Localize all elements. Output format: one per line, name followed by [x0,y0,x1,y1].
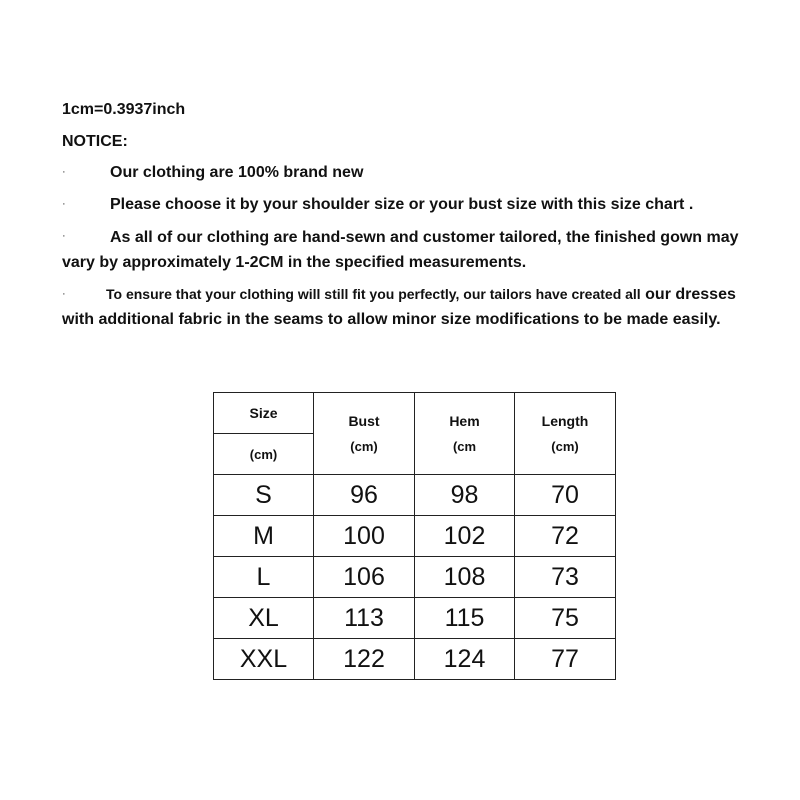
notice-text-rest: our dresses with additional fabric in the seams to allow minor size modifications to be made easily. [62,286,736,328]
cell-hem: 108 [415,557,515,598]
header-size-unit: (cm) [214,434,314,475]
table-header-row [214,393,616,434]
cell-length: 73 [515,557,616,598]
unit-conversion: 1cm=0.3937inch [62,101,186,118]
table-row [214,475,616,516]
header-length-label: Length [541,412,589,429]
cell-size: XL [214,598,314,639]
cell-bust: 113 [314,598,415,639]
cell-hem: 98 [415,475,515,516]
notice-text: Please choose it by your shoulder size or your bust size with this size chart . [110,196,694,213]
cell-hem: 102 [415,516,515,557]
size-chart-table [213,392,616,680]
cell-length: 75 [515,598,616,639]
cell-length: 70 [515,475,616,516]
header-length [515,393,616,475]
cell-hem: 124 [415,639,515,680]
cell-bust: 96 [314,475,415,516]
cell-length: 72 [515,516,616,557]
cell-length: 77 [515,639,616,680]
cell-size: M [214,516,314,557]
notice-title: NOTICE: [62,133,128,150]
notice-item [62,160,762,185]
header-length-unit: (cm) [551,438,579,454]
notice-text: As all of our clothing are hand-sewn and customer tailored, the finished gown may vary by approximately 1-2CM in the specified measurements. [62,229,739,271]
bullet-3: · [62,230,66,242]
cell-size: L [214,557,314,598]
cell-bust: 106 [314,557,415,598]
notice-item [62,282,762,332]
cell-bust: 100 [314,516,415,557]
header-hem-unit: (cm [452,438,477,454]
header-bust-label: Bust [348,412,380,429]
header-bust-unit: (cm) [350,438,378,454]
header-size: Size [214,393,314,434]
cell-hem: 115 [415,598,515,639]
table-row [214,639,616,680]
header-bust [314,393,415,475]
bullet-1: · [62,166,66,178]
header-hem [415,393,515,475]
cell-size: XXL [214,639,314,680]
table-row [214,598,616,639]
notice-item [62,225,762,275]
bullet-4: · [62,288,66,300]
header-hem-label: Hem [449,412,480,429]
cell-bust: 122 [314,639,415,680]
cell-size: S [214,475,314,516]
table-row [214,516,616,557]
table-row [214,557,616,598]
notice-text: Our clothing are 100% brand new [110,164,364,181]
notice-text-lead: To ensure that your clothing will still fit you perfectly, our tailors have created all [106,286,641,302]
notice-item [62,192,762,217]
bullet-2: · [62,198,66,210]
